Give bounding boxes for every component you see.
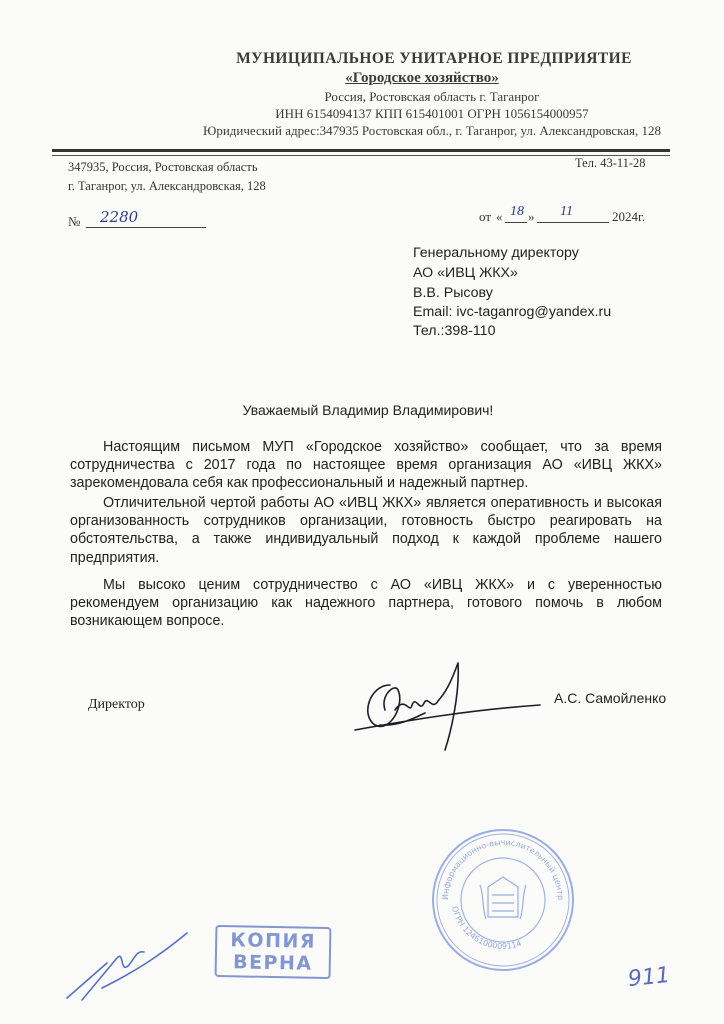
seal-text-top: Информационно-вычислительный центр [440, 838, 566, 901]
date-year: 2024г. [612, 209, 646, 224]
date-day-underline [505, 222, 527, 223]
date-day: 18 [510, 204, 524, 219]
postal-address-line-1: 347935, Россия, Ростовская область [68, 160, 258, 174]
number-underline [86, 227, 206, 228]
date-quote-close: » [528, 209, 535, 224]
outgoing-number: 2280 [100, 208, 139, 226]
legal-address: Юридический адрес:347935 Ростовская обл., г. Таганрог, ул. Александровская, 128 [202, 123, 662, 138]
certifier-initials [62, 928, 192, 1008]
number-label: № [68, 214, 81, 229]
organization-type: МУНИЦИПАЛЬНОЕ УНИТАРНОЕ ПРЕДПРИЯТИЕ [236, 50, 632, 67]
copy-certified-stamp [215, 925, 332, 979]
organization-region: Россия, Ростовская область г. Таганрог [324, 89, 540, 104]
date-prefix: от [479, 209, 492, 224]
recipient-name: В.В. Рысову [413, 285, 493, 301]
recipient-company: АО «ИВЦ ЖКХ» [413, 265, 518, 281]
letterhead-divider [52, 149, 670, 152]
page-number-mark: 911 [626, 962, 672, 993]
seal-text-bottom: ОГРН 1246100009114 [449, 905, 523, 951]
svg-text:ОГРН 1246100009114 [450, 905, 523, 951]
date-quote-open: « [496, 209, 503, 224]
recipient-phone: Тел.:398-110 [413, 323, 496, 339]
date-month: 11 [560, 204, 573, 219]
recipient-position: Генеральному директору [413, 245, 579, 261]
signatory-title: Директор [88, 697, 145, 712]
recipient-email: Email: ivc-taganrog@yandex.ru [413, 304, 612, 320]
handwritten-signature [350, 655, 550, 755]
body-paragraph: Мы высоко ценим сотрудничество с АО «ИВЦ ЖКХ» и с уверенностью рекомендуем организацию как надежного партнера, готового помочь в любом возникающем вопросе. [70, 577, 662, 630]
date-month-underline [537, 222, 609, 223]
svg-text:Информационно-вычислительный ц [441, 838, 565, 900]
seal-emblem-icon [480, 877, 526, 919]
body-paragraph: Отличительной чертой работы АО «ИВЦ ЖКХ» является оперативность и высокая организованность сотрудников организации, готовность быстро реагировать на обстоятельства, а также индивидуальный подход к каждой проблеме нашего предприятия. [70, 495, 662, 566]
organization-name: «Городское хозяйство» [345, 70, 499, 86]
greeting: Уважаемый Владимир Владимирович! [242, 402, 494, 418]
body-paragraph: Настоящим письмом МУП «Городское хозяйство» сообщает, что за время сотрудничества с 2017 года по настоящее время организация АО «ИВЦ ЖКХ» зарекомендовала себя как профессиональный и надежный партнер. [70, 439, 662, 492]
copy-stamp-line-2: ВЕРНА [232, 951, 313, 975]
organization-seal [428, 825, 578, 975]
postal-address-line-2: г. Таганрог, ул. Александровская, 128 [68, 179, 266, 193]
phone: Тел. 43-11-28 [575, 156, 646, 170]
copy-stamp-line-1: КОПИЯ [230, 929, 317, 953]
organization-ids: ИНН 6154094137 КПП 615401001 ОГРН 1056154000957 [275, 106, 589, 121]
signatory-name: А.С. Самойленко [554, 690, 667, 706]
